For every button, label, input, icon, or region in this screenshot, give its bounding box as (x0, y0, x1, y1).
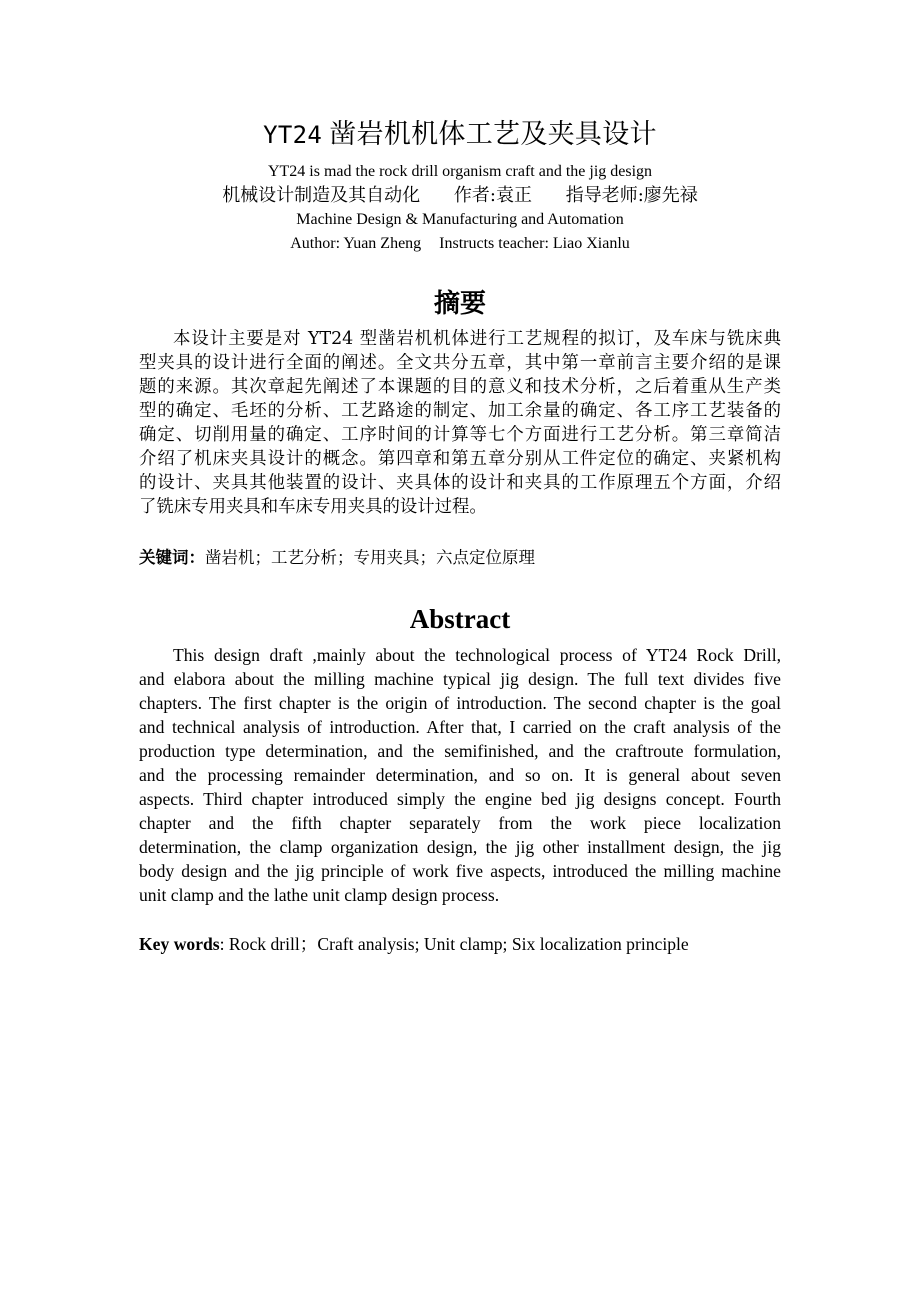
keywords-en (139, 932, 689, 956)
author-line-english (0, 233, 920, 255)
keywords-cn (139, 546, 535, 570)
abstract-cn-body (139, 327, 781, 519)
paper-title-english: YT24 is mad the rock drill organism craft and the jig design (267, 163, 653, 180)
author-line-chinese (0, 184, 920, 208)
advisor-en: Instructs teacher: Liao Xianlu (439, 235, 630, 252)
abstract-cn-line: 的设计、夹具其他装置的设计、夹具体的设计和夹具的工作原理五个方面，介绍 (139, 473, 781, 493)
abstract-en-line: body design and the jig principle of work five aspects, introduced the milling machine (139, 861, 781, 881)
abstract-cn-line: 型夹具的设计进行全面的阐述。全文共分五章，其中第一章前言主要介绍的是课 (139, 353, 781, 373)
advisor-cn: 指导老师:廖先禄 (565, 185, 698, 206)
abstract-en-line: This design draft ,mainly about the technological process of YT24 Rock Drill, (173, 645, 781, 665)
paper-title-text: 凿岩机机体工艺及夹具设计 (329, 119, 657, 149)
abstract-cn-line: 型的确定、毛坯的分析、工艺路途的制定、加工余量的确定、各工序工艺装备的 (139, 401, 781, 421)
abstract-cn-line: 确定、切削用量的确定、工序时间的计算等七个方面进行工艺分析。第三章简洁 (139, 425, 781, 445)
abstract-en-line: production type determination, and the semifinished, and the craftroute formulation, (139, 741, 781, 761)
abstract-en-line: aspects. Third chapter introduced simply the engine bed jig designs concept. Fourth (139, 789, 781, 809)
abstract-en-line: and elabora about the milling machine typical jig design. The full text divides five (139, 669, 781, 689)
keywords-en-label: Key words (139, 934, 220, 954)
abstract-en-body (139, 643, 781, 907)
abstract-en-line: chapter and the fifth chapter separately from the work piece localization (139, 813, 781, 833)
author-en: Author: Yuan Zheng (290, 235, 422, 252)
paper-title (0, 116, 920, 153)
abstract-en-line: chapters. The first chapter is the origin of introduction. The second chapter is the goal (139, 693, 781, 713)
abstract-en-line: unit clamp and the lathe unit clamp design process. (139, 885, 500, 905)
major-cn: 机械设计制造及其自动化 (222, 185, 421, 206)
abstract-cn-line: 介绍了机床夹具设计的概念。第四章和第五章分别从工件定位的确定、夹紧机构 (139, 449, 781, 469)
author-cn: 作者:袁正 (453, 185, 532, 206)
abstract-cn-line: 题的来源。其次章起先阐述了本课题的目的意义和技术分析，之后着重从生产类 (139, 377, 781, 397)
major-english: Machine Design & Manufacturing and Automation (296, 211, 624, 228)
abstract-cn-line: 了铣床专用夹具和车床专用夹具的设计过程。 (139, 497, 487, 517)
keywords-cn-label: 关键词： (139, 548, 205, 567)
paper-title-model: YT24 (263, 121, 323, 149)
abstract-en-line: and technical analysis of introduction. After that, I carried on the craft analysis of the (139, 717, 781, 737)
abstract-en-line: and the processing remainder determination, and so on. It is general about seven (139, 765, 781, 785)
abstract-en-line: determination, the clamp organization design, the jig other installment design, the jig (139, 837, 781, 857)
keywords-cn-values: 凿岩机；工艺分析；专用夹具；六点定位原理 (205, 548, 535, 567)
abstract-en-heading: Abstract (409, 604, 511, 634)
abstract-cn-heading: 摘要 (433, 289, 486, 319)
keywords-en-values: : Rock drill；Craft analysis; Unit clamp; Six localization principle (219, 934, 689, 954)
abstract-cn-line: 本设计主要是对 YT24 型凿岩机机体进行工艺规程的拟订，及车床与铣床典 (173, 329, 781, 349)
